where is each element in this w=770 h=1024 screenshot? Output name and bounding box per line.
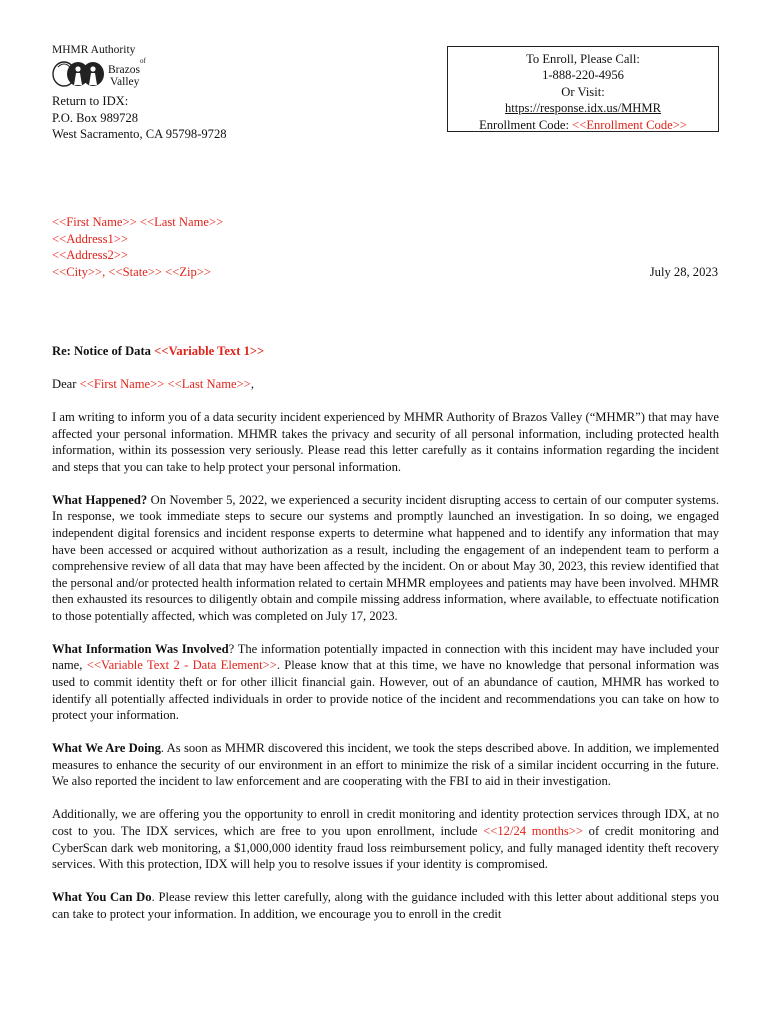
- additionally-text-b: of credit monitoring and CyberScan dark web monitoring, a $1,000,000 identity fraud loss reimbursement policy, and fully managed identity theft recovery services. With this protection, IDX will help you to resolve issues if your identity is compromised.: [52, 824, 719, 872]
- what-info-text-a: ? The information potentially impacted in connection with this incident may have included your name,: [52, 641, 720, 673]
- logo-of: of: [140, 57, 146, 65]
- mhmr-logo: [52, 44, 152, 90]
- logo-people-icon: [52, 58, 108, 88]
- salutation: [52, 376, 719, 393]
- subject-line: [52, 343, 719, 360]
- enroll-visit-label: Or Visit:: [561, 84, 605, 99]
- enroll-phone[interactable]: 1-888-220-4956: [542, 68, 624, 83]
- subject-variable: <<Variable Text 1>>: [154, 344, 265, 358]
- what-info-paragraph: [52, 641, 719, 724]
- salutation-name: <<First Name>> <<Last Name>>: [79, 376, 251, 391]
- logo-valley: Valley: [110, 76, 140, 88]
- letter-date: July 28, 2023: [649, 265, 718, 279]
- salutation-prefix: Dear: [52, 376, 80, 391]
- recipient-city-state-zip: <<City>>, <<State>> <<Zip>>: [52, 264, 212, 279]
- intro-paragraph: I am writing to inform you of a data security incident experienced by MHMR Authority of Brazos Valley (“MHMR”) that may have affected your personal information. MHMR takes the privacy and security of all personal information, including protected health information, within its possession very seriously. Please read this letter carefully as it contains information regarding the incident and steps that you can take to help protect your personal information.: [52, 409, 719, 474]
- enroll-call-label: To Enroll, Please Call:: [526, 52, 640, 66]
- what-info-variable: <<Variable Text 2 - Data Element>>: [86, 658, 277, 673]
- recipient-address1: <<Address1>>: [52, 231, 128, 246]
- return-line-1: Return to IDX:: [52, 94, 129, 108]
- what-happened-text: On November 5, 2022, we experienced a security incident disrupting access to certain of our computer systems. In response, we took immediate steps to secure our systems and promptly launched an investigation. In so doing, we engaged independent digital forensics and incident response experts to determine what happened and to identify any information that may have been accessed or acquired without authorization as a result, including the engagement of an independent team to perform a comprehensive review of all data that may have been affected by the incident. On or about May 30, 2023, this review identified that the personal and/or protected health information related to certain MHMR employees and patients may have been involved. MHMR then exhausted its resources to diligently obtain and compile missing address information, where available, to effectuate notification to those potentially affected, which was completed on July 17, 2023.: [52, 492, 719, 623]
- recipient-address2: <<Address2>>: [52, 248, 128, 263]
- enroll-code-line: [448, 117, 718, 133]
- what-info-heading: What Information Was Involved: [52, 641, 229, 656]
- return-line-2: P.O. Box 989728: [52, 110, 139, 125]
- what-you-can-do-text: . Please review this letter carefully, along with the guidance included with this letter about additional steps you can take to protect your information. In addition, we encourage you to enroll in the credit: [52, 890, 719, 921]
- subject-prefix: Re: Notice of Data: [52, 344, 155, 358]
- enrollment-box: [447, 46, 719, 132]
- salutation-suffix: ,: [250, 376, 254, 391]
- enroll-url-link[interactable]: https://response.idx.us/MHMR: [504, 101, 662, 116]
- additionally-variable: <<12/24 months>>: [483, 824, 584, 838]
- return-line-3: West Sacramento, CA 95798-9728: [52, 127, 227, 142]
- enroll-code-label: Enrollment Code:: [479, 117, 573, 132]
- what-happened-paragraph: [52, 492, 719, 625]
- recipient-address: [52, 214, 223, 280]
- logo-brazos: Brazos: [108, 64, 140, 76]
- what-doing-text: . As soon as MHMR discovered this incident, we took the steps described above. In addition, we implemented measures to enhance the security of our environment in an effort to minimize the risk of a similar incident occurring in the future. We also reported the incident to law enforcement and are cooperating with the FBI to aid in their investigation.: [52, 741, 719, 789]
- what-doing-heading: What We Are Doing: [52, 741, 161, 756]
- what-you-can-do-paragraph: [52, 889, 719, 922]
- what-info-text-b: . Please know that at this time, we have no knowledge that personal information was used to commit identity theft or for other illicit financial gain. However, out of an abundance of caution, MHMR has worked to identify all potentially affected individuals in order to provide notice of the incident and recommendations you can take on how to protect your information.: [52, 658, 719, 723]
- what-doing-paragraph: [52, 740, 719, 790]
- what-happened-heading: What Happened?: [52, 492, 148, 507]
- logo-title: MHMR Authority: [52, 44, 136, 56]
- recipient-name: <<First Name>> <<Last Name>>: [52, 215, 224, 229]
- return-address: [52, 93, 227, 143]
- additionally-text-a: Additionally, we are offering you the opportunity to enroll in credit monitoring and identity protection services through IDX, at no cost to you. The IDX services, which are free to you upon enrollment, include: [52, 807, 719, 838]
- what-you-can-do-heading: What You Can Do: [52, 890, 152, 905]
- letter-body: [52, 343, 719, 939]
- enroll-code-value: <<Enrollment Code>>: [572, 117, 687, 132]
- additionally-paragraph: [52, 806, 719, 872]
